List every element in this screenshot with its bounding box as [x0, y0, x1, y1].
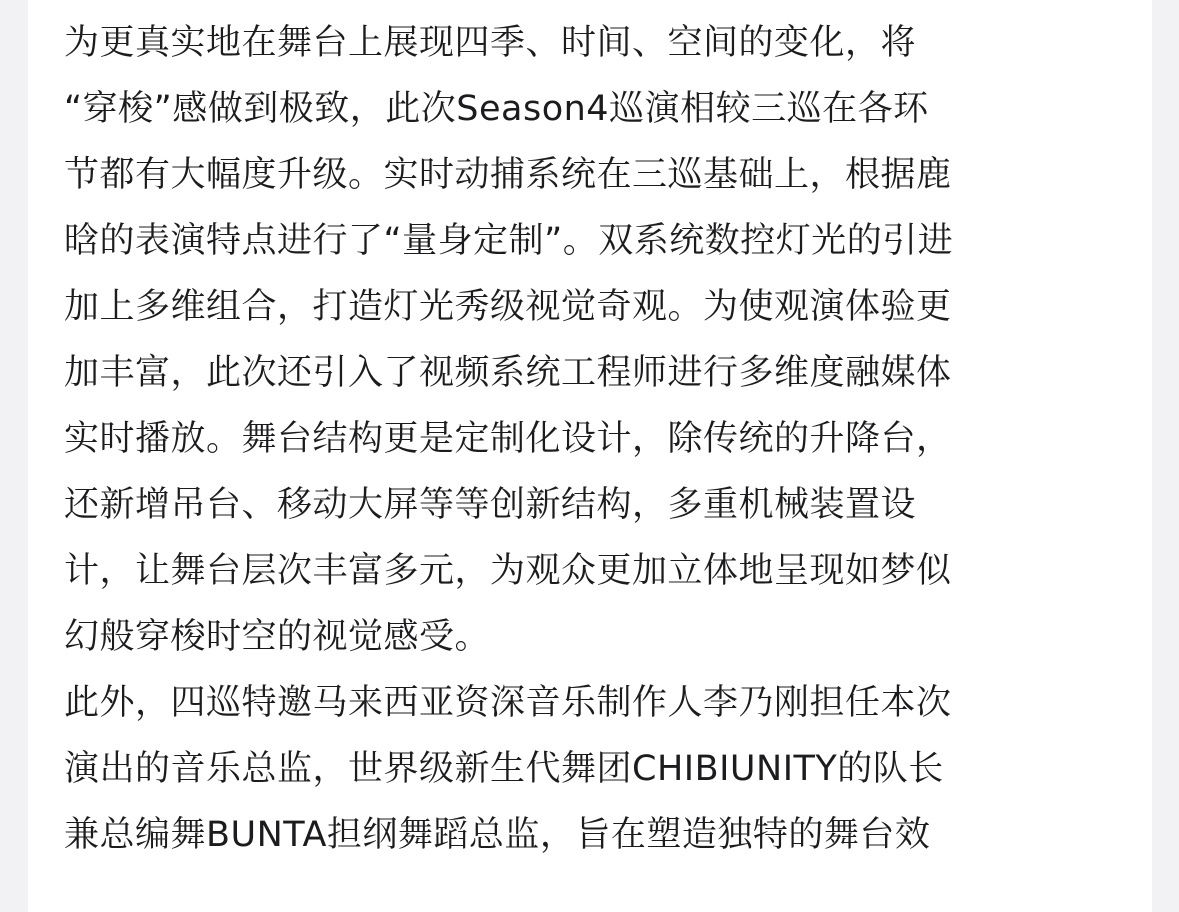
article-line: 幻般穿梭时空的视觉感受。	[64, 617, 491, 657]
article-line: 计，让舞台层次丰富多元，为观众更加立体地呈现如梦似	[64, 551, 952, 591]
article-line: 兼总编舞BUNTA担纲舞蹈总监，旨在塑造独特的舞台效	[64, 815, 931, 855]
article-body	[64, 10, 1124, 868]
article-line: 还新增吊台、移动大屏等等创新结构，多重机械装置设	[64, 485, 917, 525]
article-line: 节都有大幅度升级。实时动捕系统在三巡基础上，根据鹿	[64, 155, 952, 195]
article-line: 演出的音乐总监，世界级新生代舞团CHIBIUNITY的队长	[64, 749, 944, 789]
article-line: 加上多维组合，打造灯光秀级视觉奇观。为使观演体验更	[64, 287, 952, 327]
article-line: 此外，四巡特邀马来西亚资深音乐制作人李乃刚担任本次	[64, 683, 952, 723]
article-line: 加丰富，此次还引入了视频系统工程师进行多维度融媒体	[64, 353, 952, 393]
article-line: “穿梭”感做到极致，此次Season4巡演相较三巡在各环	[64, 89, 929, 129]
article-line: 为更真实地在舞台上展现四季、时间、空间的变化，将	[64, 23, 917, 63]
article-line: 实时播放。舞台结构更是定制化设计，除传统的升降台，	[64, 419, 952, 459]
article-line: 晗的表演特点进行了“量身定制”。双系统数控灯光的引进	[64, 221, 954, 261]
